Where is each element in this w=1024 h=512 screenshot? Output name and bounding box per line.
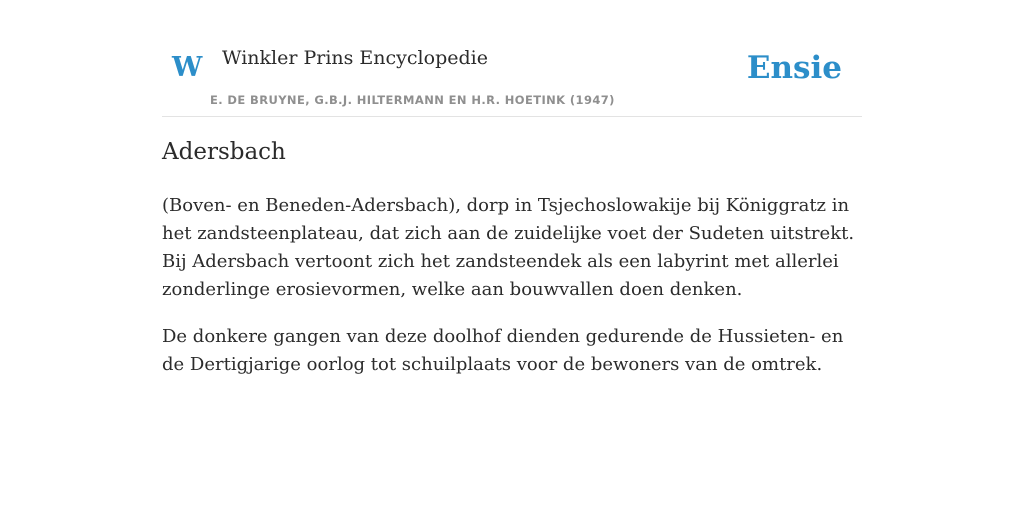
source-logo[interactable]: W bbox=[172, 52, 203, 83]
entry-body bbox=[162, 192, 866, 398]
page bbox=[162, 0, 862, 375]
entry-paragraph: (Boven- en Beneden-Adersbach), dorp in Tsjechoslowakije bij Königgratz in het zandsteenplateau, dat zich aan de zuidelijke voet der Sudeten uitstrekt. Bij Adersbach vertoont zich het zandsteendek als een labyrint met allerlei zonderlinge erosievormen, welke aan bouwvallen doen denken. bbox=[162, 195, 855, 300]
source-header bbox=[162, 0, 862, 117]
entry-paragraph: De donkere gangen van deze doolhof dienden gedurende de Hussieten- en de Dertigjarige oorlog tot schuilplaats voor de bewoners van de omtrek. bbox=[162, 326, 844, 375]
brand-logo[interactable]: Ensie bbox=[746, 50, 842, 86]
source-authors: E. DE BRUYNE, G.B.J. HILTERMANN EN H.R. HOETINK (1947) bbox=[210, 93, 615, 107]
entry-title: Adersbach bbox=[162, 139, 286, 165]
source-title[interactable]: Winkler Prins Encyclopedie bbox=[222, 47, 488, 69]
